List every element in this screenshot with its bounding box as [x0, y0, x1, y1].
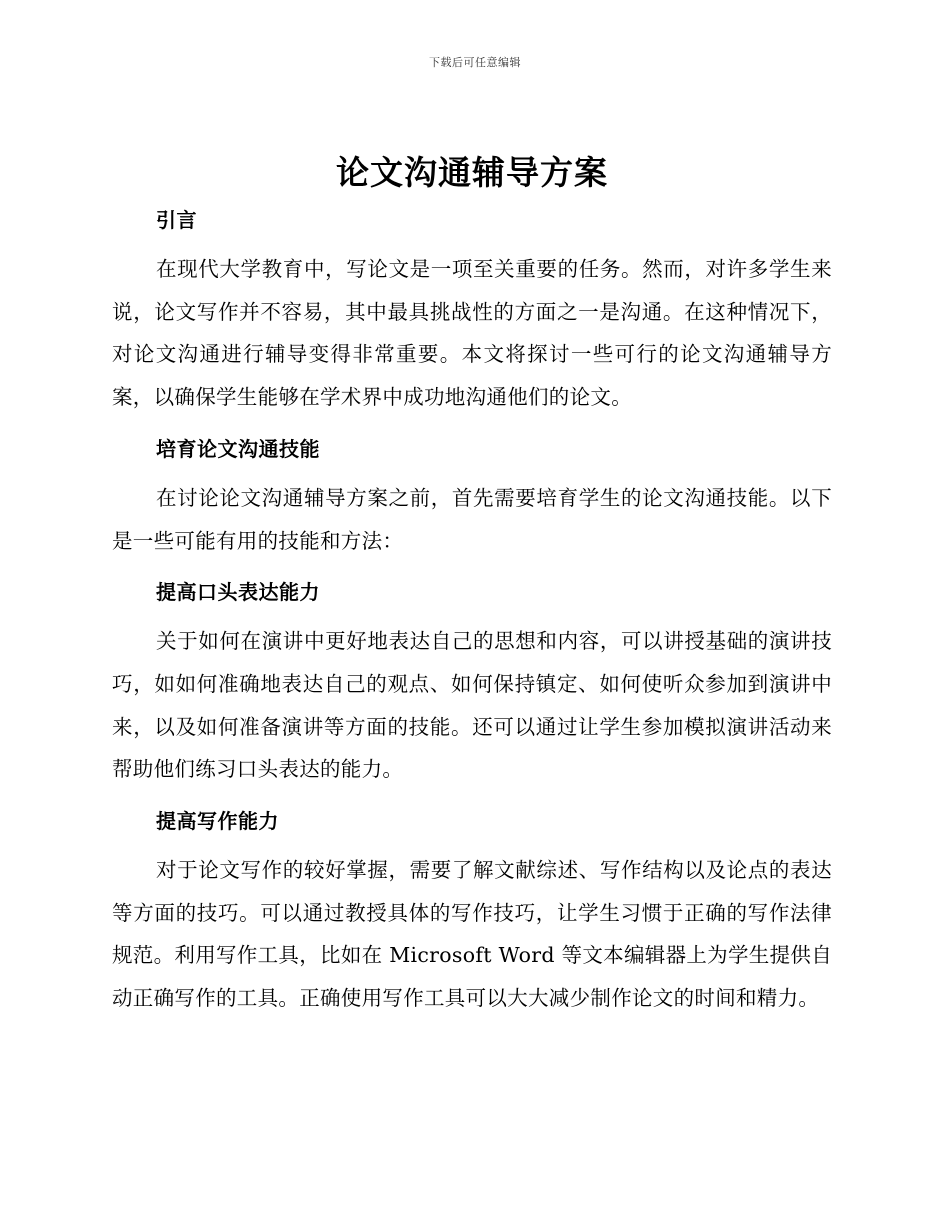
section-heading-oral-expression: 提高口头表达能力: [156, 580, 320, 605]
document-title: 论文沟通辅导方案: [336, 153, 608, 192]
section-heading-writing-ability: 提高写作能力: [156, 809, 279, 834]
paragraph-oral-expression: 关于如何在演讲中更好地表达自己的思想和内容，可以讲授基础的演讲技巧，如如何准确地表达自己的观点、如何保持镇定、如何使听众参加到演讲中来，以及如何准备演讲等方面的技能。还可以通过让学生参加模拟演讲活动来帮助他们练习口头表达的能力。: [112, 629, 832, 782]
document-body: [112, 148, 832, 1020]
paragraph-writing-ability: 对于论文写作的较好掌握，需要了解文献综述、写作结构以及论点的表达等方面的技巧。可以通过教授具体的写作技巧，让学生习惯于正确的写作法律规范。利用写作工具，比如在 Microsoft Word 等文本编辑器上为学生提供自动正确写作的工具。正确使用写作工具可以大大减少制作论文的时间和精力。: [112, 858, 832, 1011]
paragraph-introduction: 在现代大学教育中，写论文是一项至关重要的任务。然而，对许多学生来说，论文写作并不容易，其中最具挑战性的方面之一是沟通。在这种情况下，对论文沟通进行辅导变得非常重要。本文将探讨一些可行的论文沟通辅导方案，以确保学生能够在学术界中成功地沟通他们的论文。: [112, 257, 832, 410]
section-heading-introduction: 引言: [156, 208, 197, 232]
paragraph-communication-skills: 在讨论论文沟通辅导方案之前，首先需要培育学生的论文沟通技能。以下是一些可能有用的技能和方法：: [112, 485, 832, 553]
header-note: 下载后可任意编辑: [429, 56, 521, 69]
section-heading-communication-skills: 培育论文沟通技能: [156, 436, 320, 461]
